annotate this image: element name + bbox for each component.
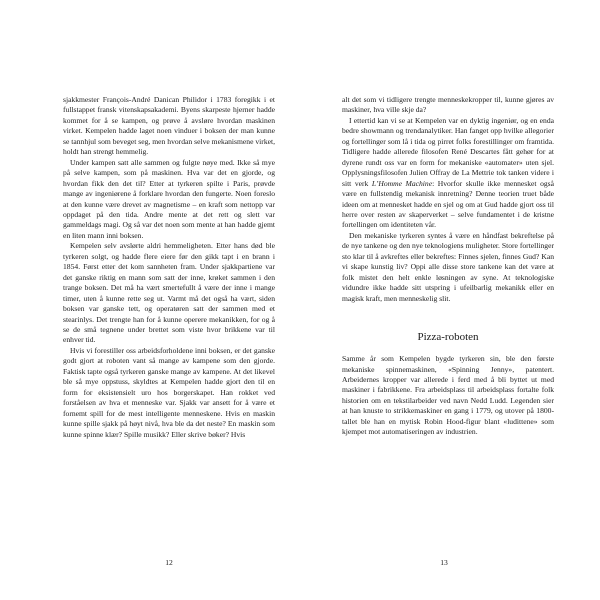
paragraph: Hvis vi forestiller oss arbeidsforholdene inni boksen, er det ganske godt gjort at roboten vant så mange av kampene som den gjorde. Faktisk tapte også tyrkeren ganske mange av kampene. At det likevel ble så mye oppstuss, skyldtes at Kempelen hadde gjort den til en form for eksistensielt uro hos borgerskapet. Han rokket ved forståelsen av hva et menneske var. Sjakk var ansett for å være et fornemt spill for de mest intelligente menneskene. Hvis en maskin kunne spille sjakk på høyt nivå, hva ble da det neste? En maskin som kunne spinne klær? Spille musikk? Eller skrive bøker? Hvis xyxy=(63,345,275,439)
page-number: 12 xyxy=(165,558,173,567)
book-title: L’Homme Machine xyxy=(371,178,433,188)
paragraph xyxy=(342,116,554,231)
right-page-body xyxy=(342,95,554,438)
paragraph: Kempelen selv avslørte aldri hemmeligheten. Etter hans død ble tyrkeren solgt, og hadde flere eiere før den gikk tapt i en brann i 1854. Først etter det kom sannheten fram. Under sjakkpartiene var det ganske riktig en mann som satt der inne, krøket sammen i den trange boksen. Det må ha vært smertefullt å være der inne i mange timer, uten å kunne rette seg ut. Varmt må det også ha vært, siden boksen var ganske tett, og operatøren satt der sammen med et stearinlys. Det trengte han for å kunne operere mekanikken, for og å se de små tegnene under brettet som viste hvor brikkene var til enhver tid. xyxy=(63,241,275,345)
paragraph: Under kampen satt alle sammen og fulgte nøye med. Ikke så mye på selve kampen, som på maskinen. Hva var det en gjorde, og hvordan fikk den det til? Etter at tyrkeren spilte i Paris, prøvde mange av ingeniørene å forklare hvordan den fungerte. Noen foreslo at den kunne være drevet av magnetisme – en kraft som nettopp var oppdaget på den tida. Andre mente at det rett og slett var gammeldags magi. Og så var det noen som mente at han hadde gjemt en liten mann inni boksen. xyxy=(63,157,275,240)
section-heading: Pizza-roboten xyxy=(417,331,479,344)
paragraph: sjakkmester François-André Danican Philidor i 1783 foregikk i et fullstappet fransk vitenskapsakademi. Byens skarpeste hjerner hadde kommet for å se kampen, og prøve å avsløre hvordan maskinen virket. Kempelen hadde laget noen vinduer i boksen der man kunne se tannhjul som beveget seg, men hvordan selve mekanismene virket, holdt han strengt hemmelig. xyxy=(63,95,275,157)
left-page-body xyxy=(63,95,275,440)
paragraph: Den mekaniske tyrkeren syntes å være en håndfast bekreftelse på de nye tankene og den nye teknologiens muligheter. Store fortellinger sto klar til å avkreftes eller bekreftes: Finnes sjelen, finnes Gud? Kan vi skape kunstig liv? Oppi alle disse store tankene kan det være at folk mistet den helt enkle løsningen av syne. At teknologiske vidundre ikke hadde sitt utspring i ufeilbarlig mekanikk eller en magisk kraft, men menneskelig slit. xyxy=(342,230,554,303)
paragraph-text: I ettertid kan vi se at Kempelen var en dyktig ingeniør, og en enda bedre showmann og trendanalytiker. Han fanget opp hvilke allegorier og fortellinger som lå i tida og pirret folks forestillinger om framtida. Tidligere hadde allerede filosofen René Descartes fått gehør for at dyrene rundt oss var en form for mekaniske «automater» uten sjel. Opplysningsfilosofen Julien Offray de La Mettrie tok tanken videre i sitt verk xyxy=(342,115,554,188)
paragraph-text: : Hvorfor skulle ikke mennesket også være en fullstendig mekanisk innretning? Denne teorien truet både ideen om at mennesket hadde en sjel og om at Gud hadde gjort oss til herre over resten av skaperverket – selve fundamentet i de kristne fortellingen om identiteten vår. xyxy=(342,178,555,230)
paragraph: alt det som vi tidligere trengte menneskekropper til, kunne gjøres av maskiner, hva ville skje da? xyxy=(342,95,554,115)
page-number: 13 xyxy=(440,558,448,567)
right-page xyxy=(300,0,600,600)
paragraph: Samme år som Kempelen bygde tyrkeren sin, ble den første mekaniske spinnemaskinen, «Spinning Jenny», patentert. Arbeidernes kropper var allerede i ferd med å bli byttet ut med maskiner i fabrikkene. Fra arbeidsplass til arbeidsplass fortalte folk historien om en tekstilarbeider ved navn Nedd Ludd. Legenden sier at han knuste to strikkemaskiner en gang i 1779, og utover på 1800-tallet ble han en mytisk Robin Hood-figur blant «ludittene» som kjempet mot automatiseringen av industrien. xyxy=(342,354,554,437)
